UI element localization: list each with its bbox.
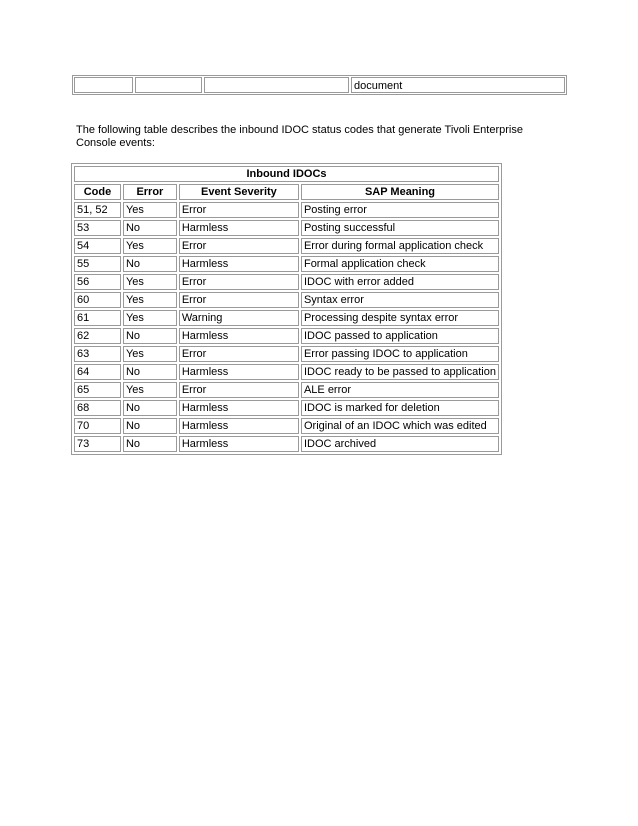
table-row <box>74 220 499 236</box>
code-cell: 65 <box>74 382 121 398</box>
table-row <box>74 328 499 344</box>
sap-meaning-cell: Original of an IDOC which was edited <box>301 418 499 434</box>
code-cell: 54 <box>74 238 121 254</box>
error-cell: Yes <box>123 346 177 362</box>
continued-table-cell <box>74 77 133 93</box>
event-severity-cell: Harmless <box>179 256 299 272</box>
table-row <box>74 202 499 218</box>
continued-table <box>72 75 567 95</box>
error-cell: No <box>123 328 177 344</box>
error-cell: Yes <box>123 274 177 290</box>
code-cell: 53 <box>74 220 121 236</box>
error-cell: No <box>123 418 177 434</box>
sap-meaning-cell: Posting successful <box>301 220 499 236</box>
event-severity-cell: Harmless <box>179 220 299 236</box>
table-row <box>74 274 499 290</box>
event-severity-cell: Error <box>179 238 299 254</box>
error-cell: Yes <box>123 292 177 308</box>
continued-table-cell <box>135 77 202 93</box>
sap-meaning-cell: Syntax error <box>301 292 499 308</box>
sap-meaning-cell: ALE error <box>301 382 499 398</box>
sap-meaning-cell: IDOC archived <box>301 436 499 452</box>
sap-meaning-cell: IDOC is marked for deletion <box>301 400 499 416</box>
error-cell: No <box>123 436 177 452</box>
code-cell: 68 <box>74 400 121 416</box>
sap-meaning-cell: Formal application check <box>301 256 499 272</box>
table-row <box>74 256 499 272</box>
event-severity-cell: Error <box>179 292 299 308</box>
event-severity-cell: Harmless <box>179 418 299 434</box>
event-severity-cell: Harmless <box>179 328 299 344</box>
sap-meaning-cell: Error during formal application check <box>301 238 499 254</box>
event-severity-cell: Error <box>179 274 299 290</box>
table-row <box>74 364 499 380</box>
error-cell: Yes <box>123 202 177 218</box>
sap-meaning-cell: Posting error <box>301 202 499 218</box>
table-row <box>74 292 499 308</box>
event-severity-cell: Harmless <box>179 364 299 380</box>
event-severity-cell: Error <box>179 346 299 362</box>
error-cell: No <box>123 256 177 272</box>
error-cell: No <box>123 364 177 380</box>
code-cell: 60 <box>74 292 121 308</box>
error-cell: Yes <box>123 310 177 326</box>
code-cell: 56 <box>74 274 121 290</box>
table-row <box>74 346 499 362</box>
continued-table-cell <box>204 77 349 93</box>
sap-meaning-cell: IDOC ready to be passed to application <box>301 364 499 380</box>
header-sap-meaning: SAP Meaning <box>301 184 499 200</box>
table-body <box>74 202 499 452</box>
event-severity-cell: Error <box>179 202 299 218</box>
sap-meaning-cell: Error passing IDOC to application <box>301 346 499 362</box>
inbound-idocs-table <box>71 163 502 455</box>
code-cell: 55 <box>74 256 121 272</box>
table-row <box>74 310 499 326</box>
table-caption-row <box>74 166 499 182</box>
table-row <box>74 400 499 416</box>
code-cell: 51, 52 <box>74 202 121 218</box>
table-caption: Inbound IDOCs <box>74 166 499 182</box>
error-cell: No <box>123 400 177 416</box>
table-row <box>74 238 499 254</box>
code-cell: 62 <box>74 328 121 344</box>
table-row <box>74 418 499 434</box>
sap-meaning-cell: Processing despite syntax error <box>301 310 499 326</box>
table-row <box>74 382 499 398</box>
sap-meaning-cell: IDOC with error added <box>301 274 499 290</box>
continued-table-cell: document <box>351 77 565 93</box>
code-cell: 64 <box>74 364 121 380</box>
event-severity-cell: Error <box>179 382 299 398</box>
code-cell: 61 <box>74 310 121 326</box>
table-row <box>74 436 499 452</box>
intro-paragraph: The following table describes the inbound IDOC status codes that generate Tivoli Enterprise Console events: <box>76 124 523 149</box>
code-cell: 73 <box>74 436 121 452</box>
sap-meaning-cell: IDOC passed to application <box>301 328 499 344</box>
header-code: Code <box>74 184 121 200</box>
error-cell: No <box>123 220 177 236</box>
table-header-row <box>74 184 499 200</box>
event-severity-cell: Harmless <box>179 436 299 452</box>
error-cell: Yes <box>123 382 177 398</box>
event-severity-cell: Harmless <box>179 400 299 416</box>
code-cell: 63 <box>74 346 121 362</box>
header-error: Error <box>123 184 177 200</box>
header-event-severity: Event Severity <box>179 184 299 200</box>
error-cell: Yes <box>123 238 177 254</box>
code-cell: 70 <box>74 418 121 434</box>
event-severity-cell: Warning <box>179 310 299 326</box>
